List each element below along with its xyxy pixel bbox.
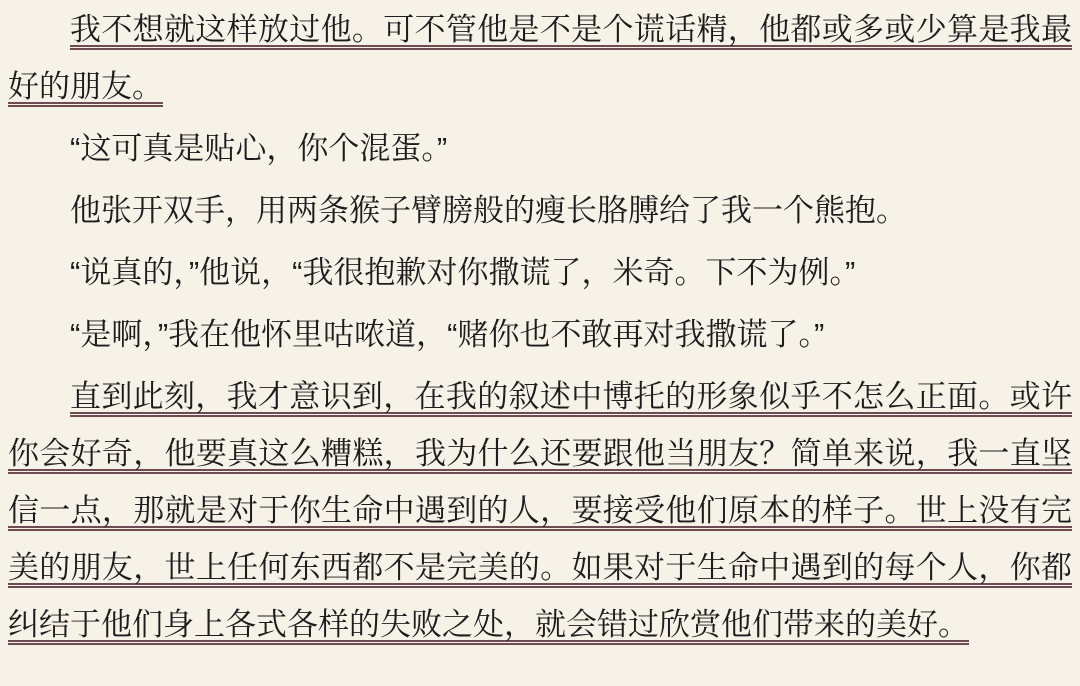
highlighted-passage[interactable]: 我不想就这样放过他。可不管他是不是个谎话精，他都或多或少算是我最好的朋友。 (8, 12, 1072, 104)
paragraph-text: “是啊，”我在他怀里咕哝道，“赌你也不敢再对我撒谎了。” (70, 317, 825, 352)
paragraph (8, 182, 1072, 239)
paragraph (8, 244, 1072, 301)
paragraph-text: 他张开双手，用两条猴子臂膀般的瘦长胳膊给了我一个熊抱。 (70, 193, 907, 228)
paragraph (8, 368, 1072, 653)
highlighted-passage[interactable]: 直到此刻，我才意识到，在我的叙述中博托的形象似乎不怎么正面。或许你会好奇，他要真这么糟糕，我为什么还要跟他当朋友？简单来说，我一直坚信一点，那就是对于你生命中遇到的人，要接受他们原本的样子。世上没有完美的朋友，世上任何东西都不是完美的。如果对于生命中遇到的每个人，你都纠结于他们身上各式各样的失败之处，就会错过欣赏他们带来的美好。 (8, 379, 1072, 642)
paragraph (8, 306, 1072, 363)
paragraph-text: “这可真是贴心，你个混蛋。” (70, 131, 448, 166)
paragraph-text: “说真的，”他说，“我很抱歉对你撒谎了，米奇。下不为例。” (70, 255, 856, 290)
book-text (8, 1, 1072, 653)
paragraph (8, 120, 1072, 177)
paragraph (8, 1, 1072, 115)
